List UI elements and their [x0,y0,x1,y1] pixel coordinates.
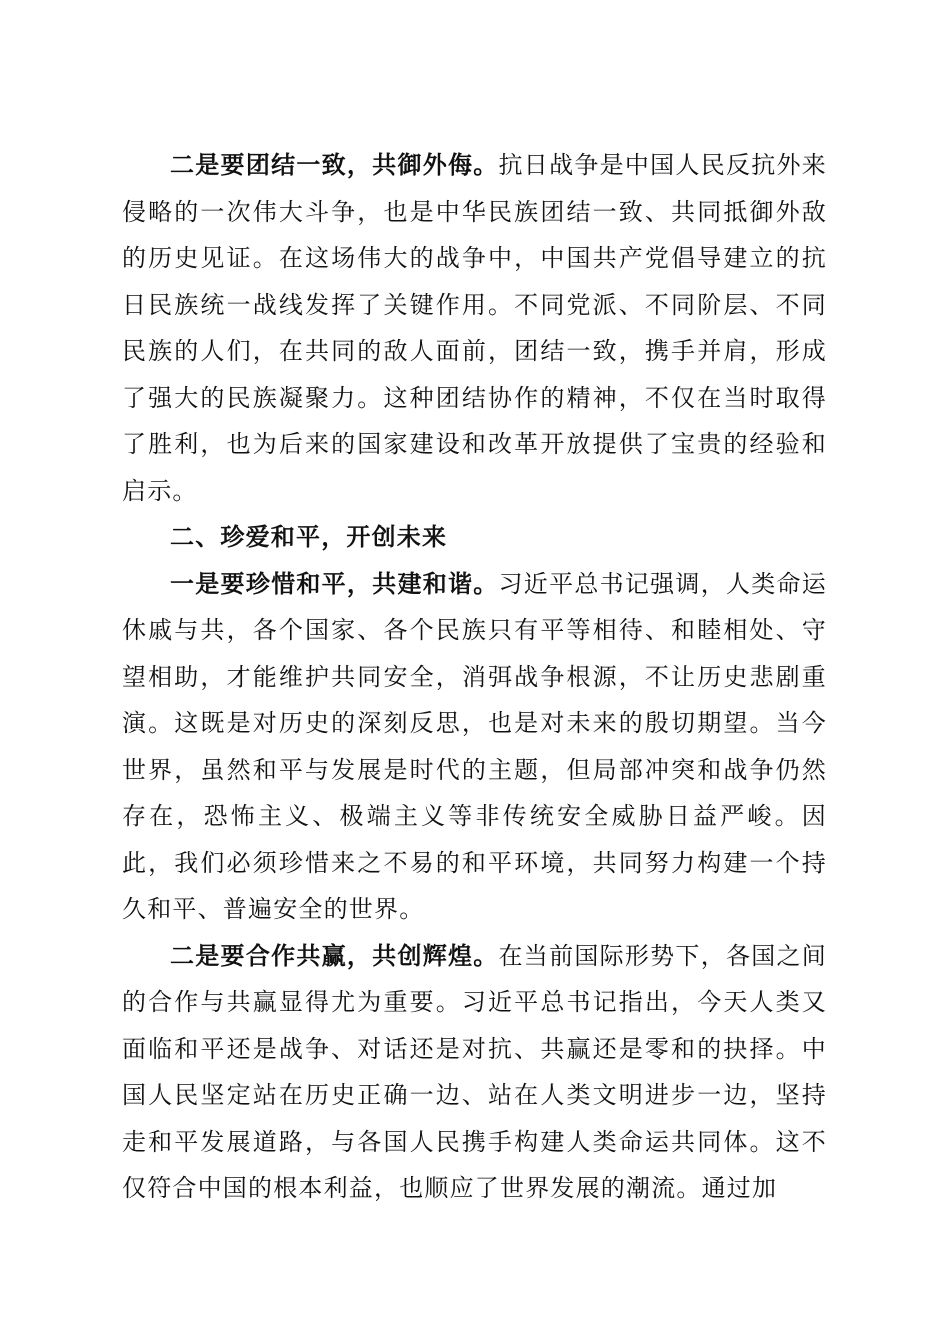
paragraph-lead: 一是要珍惜和平，共建和谐。 [170,568,499,598]
paragraph-peace [122,561,827,933]
paragraph-cooperation [122,933,827,1212]
paragraph-body: 在当前国际形势下，各国之间的合作与共赢显得尤为重要。习近平总书记指出，今天人类又面临和平还是战争、对话还是对抗、共赢还是零和的抉择。中国人民坚定站在历史正确一边、站在人类文明进步一边，坚持走和平发展道路，与各国人民携手构建人类命运共同体。这不仅符合中国的根本利益，也顺应了世界发展的潮流。通过加 [122,941,827,1202]
section-heading: 二、珍爱和平，开创未来 [170,523,448,551]
paragraph-body: 抗日战争是中国人民反抗外来侵略的一次伟大斗争，也是中华民族团结一致、共同抵御外敌的历史见证。在这场伟大的战争中，中国共产党倡导建立的抗日民族统一战线发挥了关键作用。不同党派、不同阶层、不同民族的人们，在共同的敌人面前，团结一致，携手并肩，形成了强大的民族凝聚力。这种团结协作的精神，不仅在当时取得了胜利，也为后来的国家建设和改革开放提供了宝贵的经验和启示。 [122,151,827,505]
paragraph-unity [122,142,827,514]
paragraph-body: 习近平总书记强调，人类命运休戚与共，各个国家、各个民族只有平等相待、和睦相处、守望相助，才能维护共同安全，消弭战争根源，不让历史悲剧重演。这既是对历史的深刻反思，也是对未来的殷切期望。当今世界，虽然和平与发展是时代的主题，但局部冲突和战争仍然存在，恐怖主义、极端主义等非传统安全威胁日益严峻。因此，我们必须珍惜来之不易的和平环境，共同努力构建一个持久和平、普遍安全的世界。 [122,569,827,923]
paragraph-lead: 二是要团结一致，共御外侮。 [170,150,499,179]
paragraph-lead: 二是要合作共赢，共创辉煌。 [170,940,499,970]
document-page [122,142,827,1212]
